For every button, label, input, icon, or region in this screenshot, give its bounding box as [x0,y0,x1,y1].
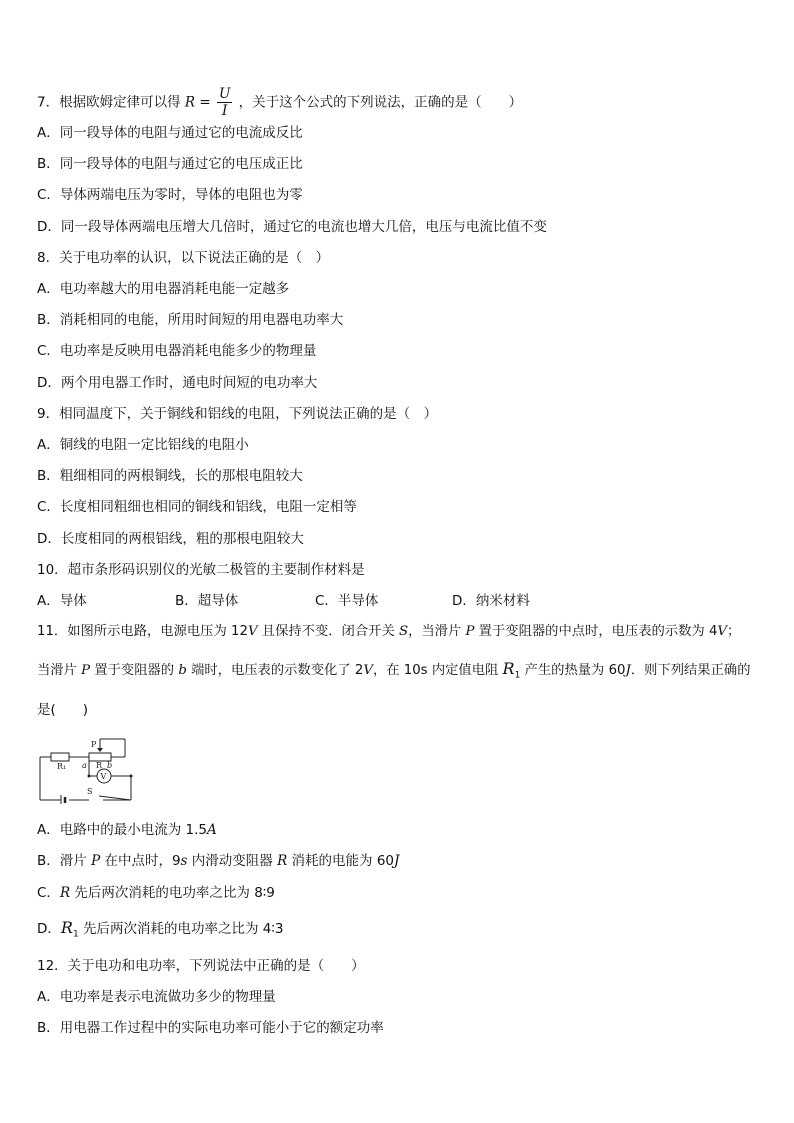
junction-dot [88,775,91,778]
label-b: b [107,761,113,770]
q7-formula-lhs: R = [184,94,211,111]
q11-subscript: 1 [72,929,79,940]
label-v: V [100,772,107,781]
q7-formula-fraction [217,86,232,119]
q11-subscript: 1 [514,670,521,681]
q11-unit-v: V [363,663,373,678]
q11-option-text: B．滑片 [37,853,92,869]
q7-option-c: C．导体两端电压为零时，导体的电阻也为零 [37,187,303,203]
q11-unit-a: A [207,822,217,838]
q11-symbol-p: P [91,853,101,869]
q11-option-text: 内滑动变阻器 [187,853,278,869]
q10-option-d: D．纳米材料 [452,593,530,609]
q8-option-d: D．两个用电器工作时，通电时间短的电功率大 [37,375,318,391]
label-s: S [87,787,93,796]
q11-option-text: 消耗的电能为 60 [287,853,395,869]
q11-text: ； [727,624,741,639]
q7-formula-numerator: U [218,86,231,102]
q11-text: 置于变阻器的中点时，电压表的示数为 4 [474,624,718,639]
q11-stem-line3: 是( ) [37,702,89,718]
q11-symbol-s: S [398,624,409,639]
q9-option-d: D．长度相同的两根铝线，粗的那根电阻较大 [37,531,304,547]
q10-option-c: C．半导体 [315,593,379,609]
q12-option-b: B．用电器工作过程中的实际电功率可能小于它的额定功率 [37,1020,384,1036]
q11-text: 当滑片 [37,663,82,678]
q11-text: 11．如图所示电路，电源电压为 12 [37,624,248,639]
q11-option-text: C． [37,885,60,901]
q11-unit-s: s [180,853,188,869]
resistor-r1 [51,753,69,761]
rheostat-r [89,753,111,761]
q11-option-d [37,919,283,944]
q12-option-a: A．电功率是表示电流做功多少的物理量 [37,989,276,1005]
q7-formula-denominator: I [221,103,228,119]
q12-stem: 12．关于电功和电功率，下列说法中正确的是（ ） [37,958,365,974]
q8-option-a: A．电功率越大的用电器消耗电能一定越多 [37,281,290,297]
q10-option-b: B．超导体 [175,593,239,609]
switch-lever [99,796,131,800]
q11-option-c [37,884,275,902]
q11-symbol-r: R [277,853,288,869]
q10-stem: 10．超市条形码识别仪的光敏二极管的主要制作材料是 [37,562,365,578]
q7-option-d: D．同一段导体两端电压增大几倍时，通过它的电流也增大几倍，电压与电流比值不变 [37,219,547,235]
q9-option-b: B．粗细相同的两根铜线，长的那根电阻较大 [37,468,303,484]
q11-unit-j: J [625,663,631,678]
q11-symbol-r: R [59,885,71,901]
q8-stem: 8．关于电功率的认识，以下说法正确的是（ ） [37,250,330,266]
q11-stem-line1 [37,623,740,641]
q8-option-b: B．消耗相同的电能，所用时间短的用电器电功率大 [37,312,344,328]
q7-stem-pre: 7．根据欧姆定律可以得 [37,94,181,111]
q7-option-b: B．同一段导体的电阻与通过它的电压成正比 [37,156,303,172]
q11-text: ，当滑片 [408,624,466,639]
q11-symbol-p: P [465,624,475,639]
q7-option-a: A．同一段导体的电阻与通过它的电流成反比 [37,125,303,141]
q9-option-a: A．铜线的电阻一定比铝线的电阻小 [37,437,249,453]
q11-text: 产生的热量为 60 [520,663,626,678]
q9-stem: 9．相同温度下，关于铜线和铝线的电阻，下列说法正确的是（ ） [37,406,438,422]
q11-option-text: 先后两次消耗的电功率之比为 4∶3 [78,921,284,937]
q11-symbol-r1: R [502,659,515,678]
slider-arrow [97,748,103,752]
label-a: a [82,761,87,770]
q11-text: 置于变阻器的 [90,663,179,678]
q11-option-text: 先后两次消耗的电功率之比为 8∶9 [70,885,275,901]
label-r: R [96,761,103,770]
q11-text: ．则下列结果正确的 [630,663,751,678]
junction-dot [130,775,133,778]
q11-option-b [37,852,399,870]
circuit-diagram [37,738,137,804]
q7-stem [37,86,522,119]
q8-option-c: C．电功率是反映用电器消耗电能多少的物理量 [37,343,317,359]
label-p: P [91,740,97,749]
q9-option-c: C．长度相同粗细也相同的铜线和铝线，电阻一定相等 [37,499,357,515]
q11-stem-line2 [37,660,751,685]
label-r1: R₁ [57,762,67,771]
q11-option-text: D． [37,921,61,937]
q11-symbol-b: b [178,663,187,678]
q11-symbol-p: P [81,663,91,678]
q7-stem-post: ，关于这个公式的下列说法，正确的是（ ） [238,94,523,111]
q11-text: 端时，电压表的示数变化了 2 [186,663,364,678]
q11-option-a [37,821,217,839]
q11-unit-v: V [247,624,258,639]
q11-option-text: 在中点时，9 [100,853,181,869]
q11-text: ，在 10s 内定值电阻 [372,663,503,678]
q11-option-text: A．电路中的最小电流为 1.5 [37,822,207,838]
q11-unit-v: V [717,624,728,639]
q11-unit-j: J [394,853,400,869]
q11-symbol-r1: R [60,918,73,937]
q11-text: 且保持不变．闭合开关 [257,624,399,639]
q10-option-a: A．导体 [37,593,87,609]
